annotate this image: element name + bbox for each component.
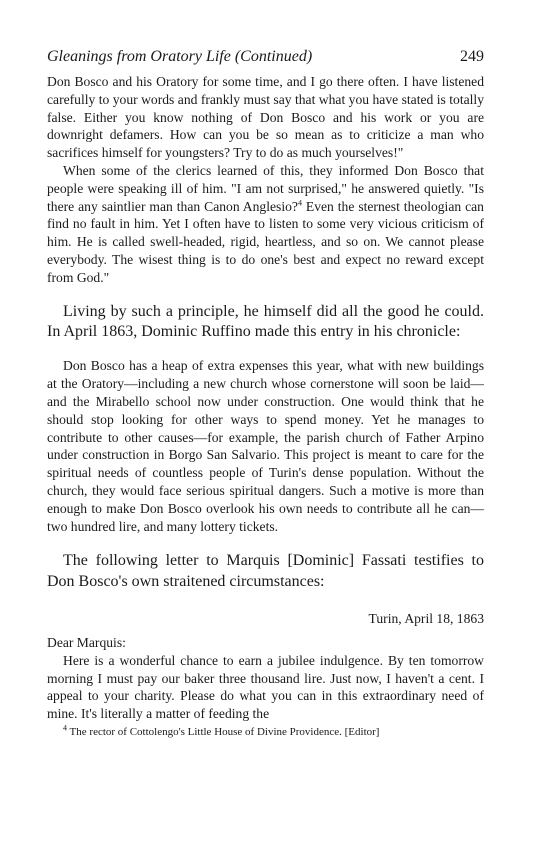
paragraph-letter-intro: The following letter to Marquis [Dominic] Fassati testifies to Don Bosco's own straitened circumstances: <box>47 552 484 590</box>
footnote-reference: 4 <box>297 198 302 208</box>
running-title: Gleanings from Oratory Life (Continued) <box>47 48 313 65</box>
page-body <box>47 73 484 739</box>
page-header <box>47 48 484 66</box>
footnote-text: The rector of Cottolengo's Little House of Divine Providence. [Editor] <box>67 725 380 738</box>
footnote-marker: 4 <box>63 723 67 733</box>
letter-salutation: Dear Marquis: <box>47 634 126 650</box>
letter-body: Here is a wonderful chance to earn a jubilee indulgence. By ten tomorrow morning I must pay our baker three thousand lire. Just now, I haven't a cent. I appeal to your charity. Please do what you can in this extraordinary need of mine. It's literally a matter of feeding the <box>47 652 484 722</box>
letter-dateline: Turin, April 18, 1863 <box>368 611 484 627</box>
paragraph-continuation: Don Bosco and his Oratory for some time, and I go there often. I have listened carefully to your words and frankly must say that what you have stated is totally false. Either you know nothing of Don Bosco and his work or you are downright defamers. How can you be so mean as to criticize a man who sacrifices himself for youngsters? Try to do as much yourselves!" <box>47 74 484 161</box>
chronicle-quote: Don Bosco has a heap of extra expenses this year, what with new buildings at the Oratory—including a new church whose cornerstone will soon be laid—and the Mirabello school now under construction. One would think that he should stop looking for other ways to spend money. Yet he manages to contribute to other causes—for example, the parish church of Father Arpino under construction in Borgo San Salvario. This project is meant to care for the spiritual needs of countless people of Turin's dense population. Without the church, they would face serious spiritual dangers. Such a motive is more than enough to make Don Bosco overlook his own needs to contribute all he can—two hundred lire, and many lottery tickets. <box>47 358 484 534</box>
paragraph-clerics-text-2: Even the sternest theologian can find no fault in him. Yet I often have to listen to some very vicious criticism of him. He is called swell-headed, rigid, heartless, and so on. We cannot please everybody. The wisest thing is to do one's best and expect no reward except from God." <box>47 198 484 285</box>
paragraph-clerics-text-1: When some of the clerics learned of this, they informed Don Bosco that people were speaking ill of him. "I am not surprised," he answered quietly. "Is there any saintlier man than Canon Anglesio? <box>47 162 484 214</box>
paragraph-principle: Living by such a principle, he himself did all the good he could. In April 1863, Dominic Ruffino made this entry in his chronicle: <box>47 302 484 340</box>
page-number: 249 <box>460 48 484 65</box>
footnote <box>47 725 484 739</box>
paragraph-clerics <box>47 162 484 287</box>
